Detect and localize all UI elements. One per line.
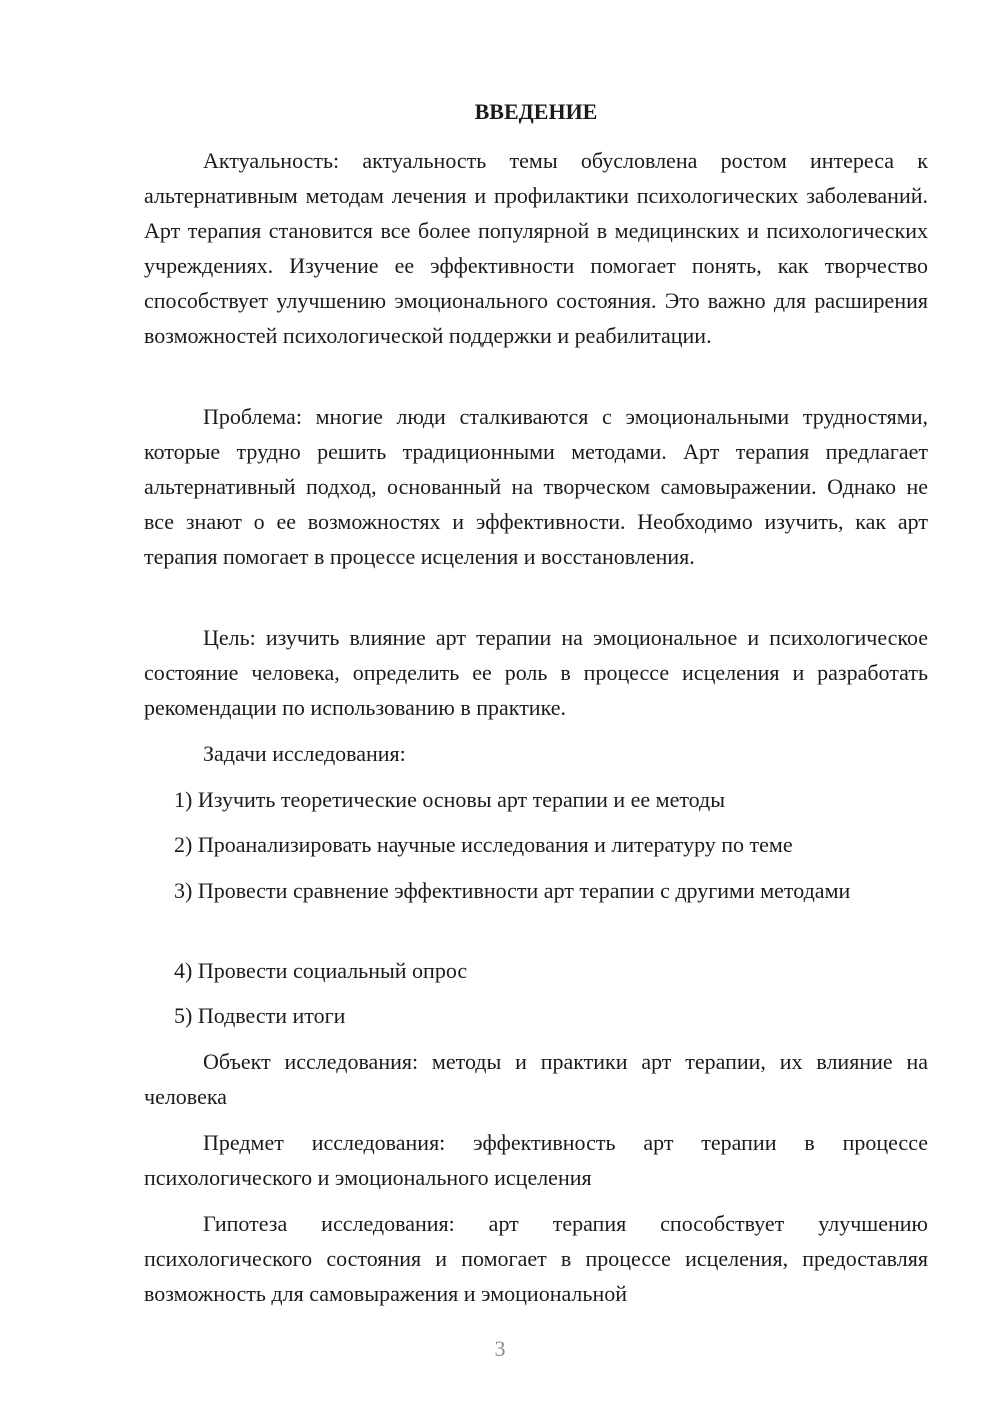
page-number: 3	[494, 1336, 506, 1361]
task-item-4: 4) Провести социальный опрос	[174, 958, 468, 983]
tasks-heading: Задачи исследования:	[203, 741, 406, 766]
task-item-2: 2) Проанализировать научные исследования и литературу по теме	[174, 832, 793, 857]
paragraph-object: Объект исследования: методы и практики арт терапии, их влияние на человека	[144, 1049, 928, 1109]
paragraph-goal: Цель: изучить влияние арт терапии на эмоциональное и психологическое состояние человека, определить ее роль в процессе исцеления и разработать рекомендации по использованию в практике.	[144, 625, 928, 720]
paragraph-problem: Проблема: многие люди сталкиваются с эмоциональными трудностями, которые трудно решить традиционными методами. Арт терапия предлагает альтернативный подход, основанный на творческом самовыражении. Однако не все знают о ее возможностях и эффективности. Необходимо изучить, как арт терапия помогает в процессе исцеления и восстановления.	[144, 404, 928, 569]
task-item-1: 1) Изучить теоретические основы арт терапии и ее методы	[174, 787, 725, 812]
task-item-3: 3) Провести сравнение эффективности арт терапии с другими методами	[174, 878, 851, 903]
task-item-5: 5) Подвести итоги	[174, 1003, 346, 1028]
section-title: ВВЕДЕНИЕ	[474, 99, 598, 124]
paragraph-hypothesis: Гипотеза исследования: арт терапия способствует улучшению психологического состояния и помогает в процессе исцеления, предоставляя возможность для самовыражения и эмоциональной	[144, 1211, 928, 1306]
paragraph-relevance: Актуальность: актуальность темы обусловлена ростом интереса к альтернативным методам лечения и профилактики психологических заболеваний. Арт терапия становится все более популярной в медицинских и психологических учреждениях. Изучение ее эффективности помогает понять, как творчество способствует улучшению эмоционального состояния. Это важно для расширения возможностей психологической поддержки и реабилитации.	[144, 148, 928, 348]
paragraph-subject: Предмет исследования: эффективность арт терапии в процессе психологического и эмоционального исцеления	[144, 1130, 928, 1190]
